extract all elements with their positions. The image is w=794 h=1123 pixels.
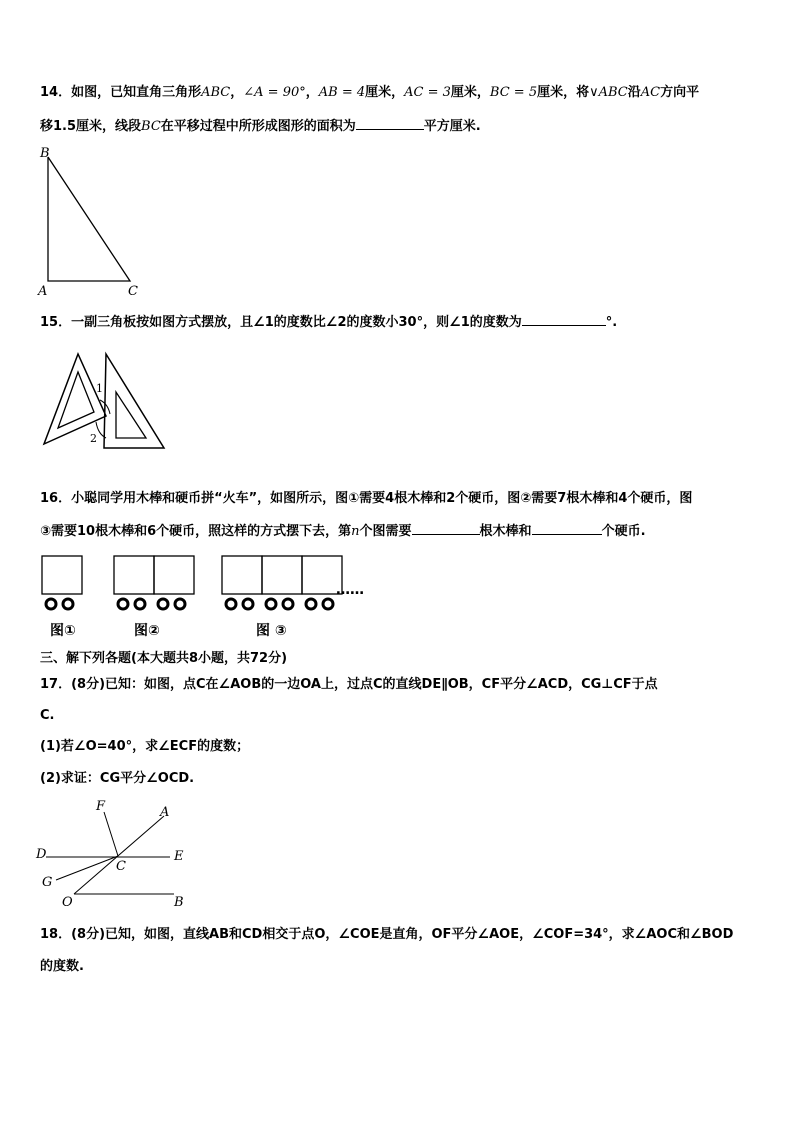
q16-coin (46, 599, 56, 609)
q17-label-F: F (96, 799, 106, 814)
q16-coin (243, 599, 253, 609)
q14-label-C: C (128, 284, 138, 299)
q16-fig2-square-2 (154, 556, 194, 594)
q18-line1: 18．(8分)已知，如图，直线AB和CD相交于点O，∠COE是直角，OF平分∠AOE，∠COF=34°，求∠AOC和∠BOD (40, 927, 734, 942)
q16-coin (266, 599, 276, 609)
q15-label-2: 2 (90, 432, 97, 445)
q16-fig2 (114, 556, 194, 609)
q17-label-C: C (116, 859, 126, 874)
q17-label-B: B (174, 895, 184, 910)
q16-coin (226, 599, 236, 609)
q15-label-1: 1 (96, 382, 103, 395)
q14-label-A: A (38, 284, 48, 299)
q16-fig2-label: 图② (134, 623, 160, 639)
q16-coin (323, 599, 333, 609)
q14-line2: 移1.5厘米，线段BC在平移过程中所形成图形的面积为 平方厘米. (40, 116, 481, 136)
q17-line2: C. (40, 708, 55, 723)
q17-label-D: D (36, 847, 47, 862)
q17-line-OA (74, 816, 164, 894)
q16-answer-blank-2[interactable] (532, 521, 602, 535)
q16-answer-blank-1[interactable] (412, 521, 480, 535)
q14-line1: 14．如图，已知直角三角形ABC，∠A = 90°，AB = 4厘米，AC = 3厘米，BC = 5厘米，将∨ABC沿AC方向平 (40, 85, 700, 100)
q17-label-G: G (42, 875, 53, 890)
q15-right-set-square-inner (116, 392, 146, 438)
q15-left-set-square (44, 354, 106, 444)
q16-coin (306, 599, 316, 609)
q16-fig3-square-2 (262, 556, 302, 594)
q17-label-E: E (174, 849, 184, 864)
q17-line-CG (56, 856, 118, 880)
q15-line: 15．一副三角板按如图方式摆放，且∠1的度数比∠2的度数小30°，则∠1的度数为 °. (40, 312, 617, 332)
q16-fig1-label: 图① (50, 623, 76, 639)
q16-fig3 (222, 556, 342, 609)
q17-part1: (1)若∠O=40°，求∠ECF的度数； (40, 739, 250, 754)
q16-coin (283, 599, 293, 609)
q14-label-B: B (40, 146, 50, 161)
q16-fig1-square-1 (42, 556, 82, 594)
q17-line1: 17．(8分)已知：如图，点C在∠AOB的一边OA上，过点C的直线DE∥OB，CF平分∠ACD，CG⊥CF于点 (40, 677, 658, 692)
q16-fig3-square-1 (222, 556, 262, 594)
q16-coin (118, 599, 128, 609)
q16-coin (158, 599, 168, 609)
q17-line-CF (104, 812, 118, 856)
q16-coin (175, 599, 185, 609)
q14-triangle (48, 157, 130, 281)
q17-part2: (2)求证：CG平分∠OCD. (40, 771, 195, 786)
q17-label-O: O (62, 895, 73, 910)
q16-line2: ③需要10根木棒和6个硬币，照这样的方式摆下去，第n个图需要 根木棒和 个硬币. (40, 521, 646, 541)
q16-coin (63, 599, 73, 609)
q16-fig3-label: 图 ③ (256, 623, 287, 639)
q16-ellipsis: …… (336, 582, 364, 598)
q15-left-set-square-inner (58, 372, 94, 428)
q15-right-set-square (104, 354, 164, 448)
q17-label-A: A (160, 805, 170, 820)
q15-triangle-boards-figure (40, 348, 170, 453)
q18-line2: 的度数. (40, 959, 84, 974)
q14-triangle-figure (30, 145, 150, 300)
q15-answer-blank[interactable] (522, 312, 606, 326)
section3-heading: 三、解下列各题(本大题共8小题，共72分) (40, 651, 288, 666)
q17-geometry-figure (30, 798, 200, 913)
q16-coin (135, 599, 145, 609)
q16-fig1 (42, 556, 82, 609)
q16-line1: 16．小聪同学用木棒和硬币拼“火车”，如图所示，图①需要4根木棒和2个硬币，图②需要7根木棒和4个硬币，图 (40, 491, 693, 506)
q16-fig2-square-1 (114, 556, 154, 594)
q14-answer-blank[interactable] (356, 116, 424, 130)
